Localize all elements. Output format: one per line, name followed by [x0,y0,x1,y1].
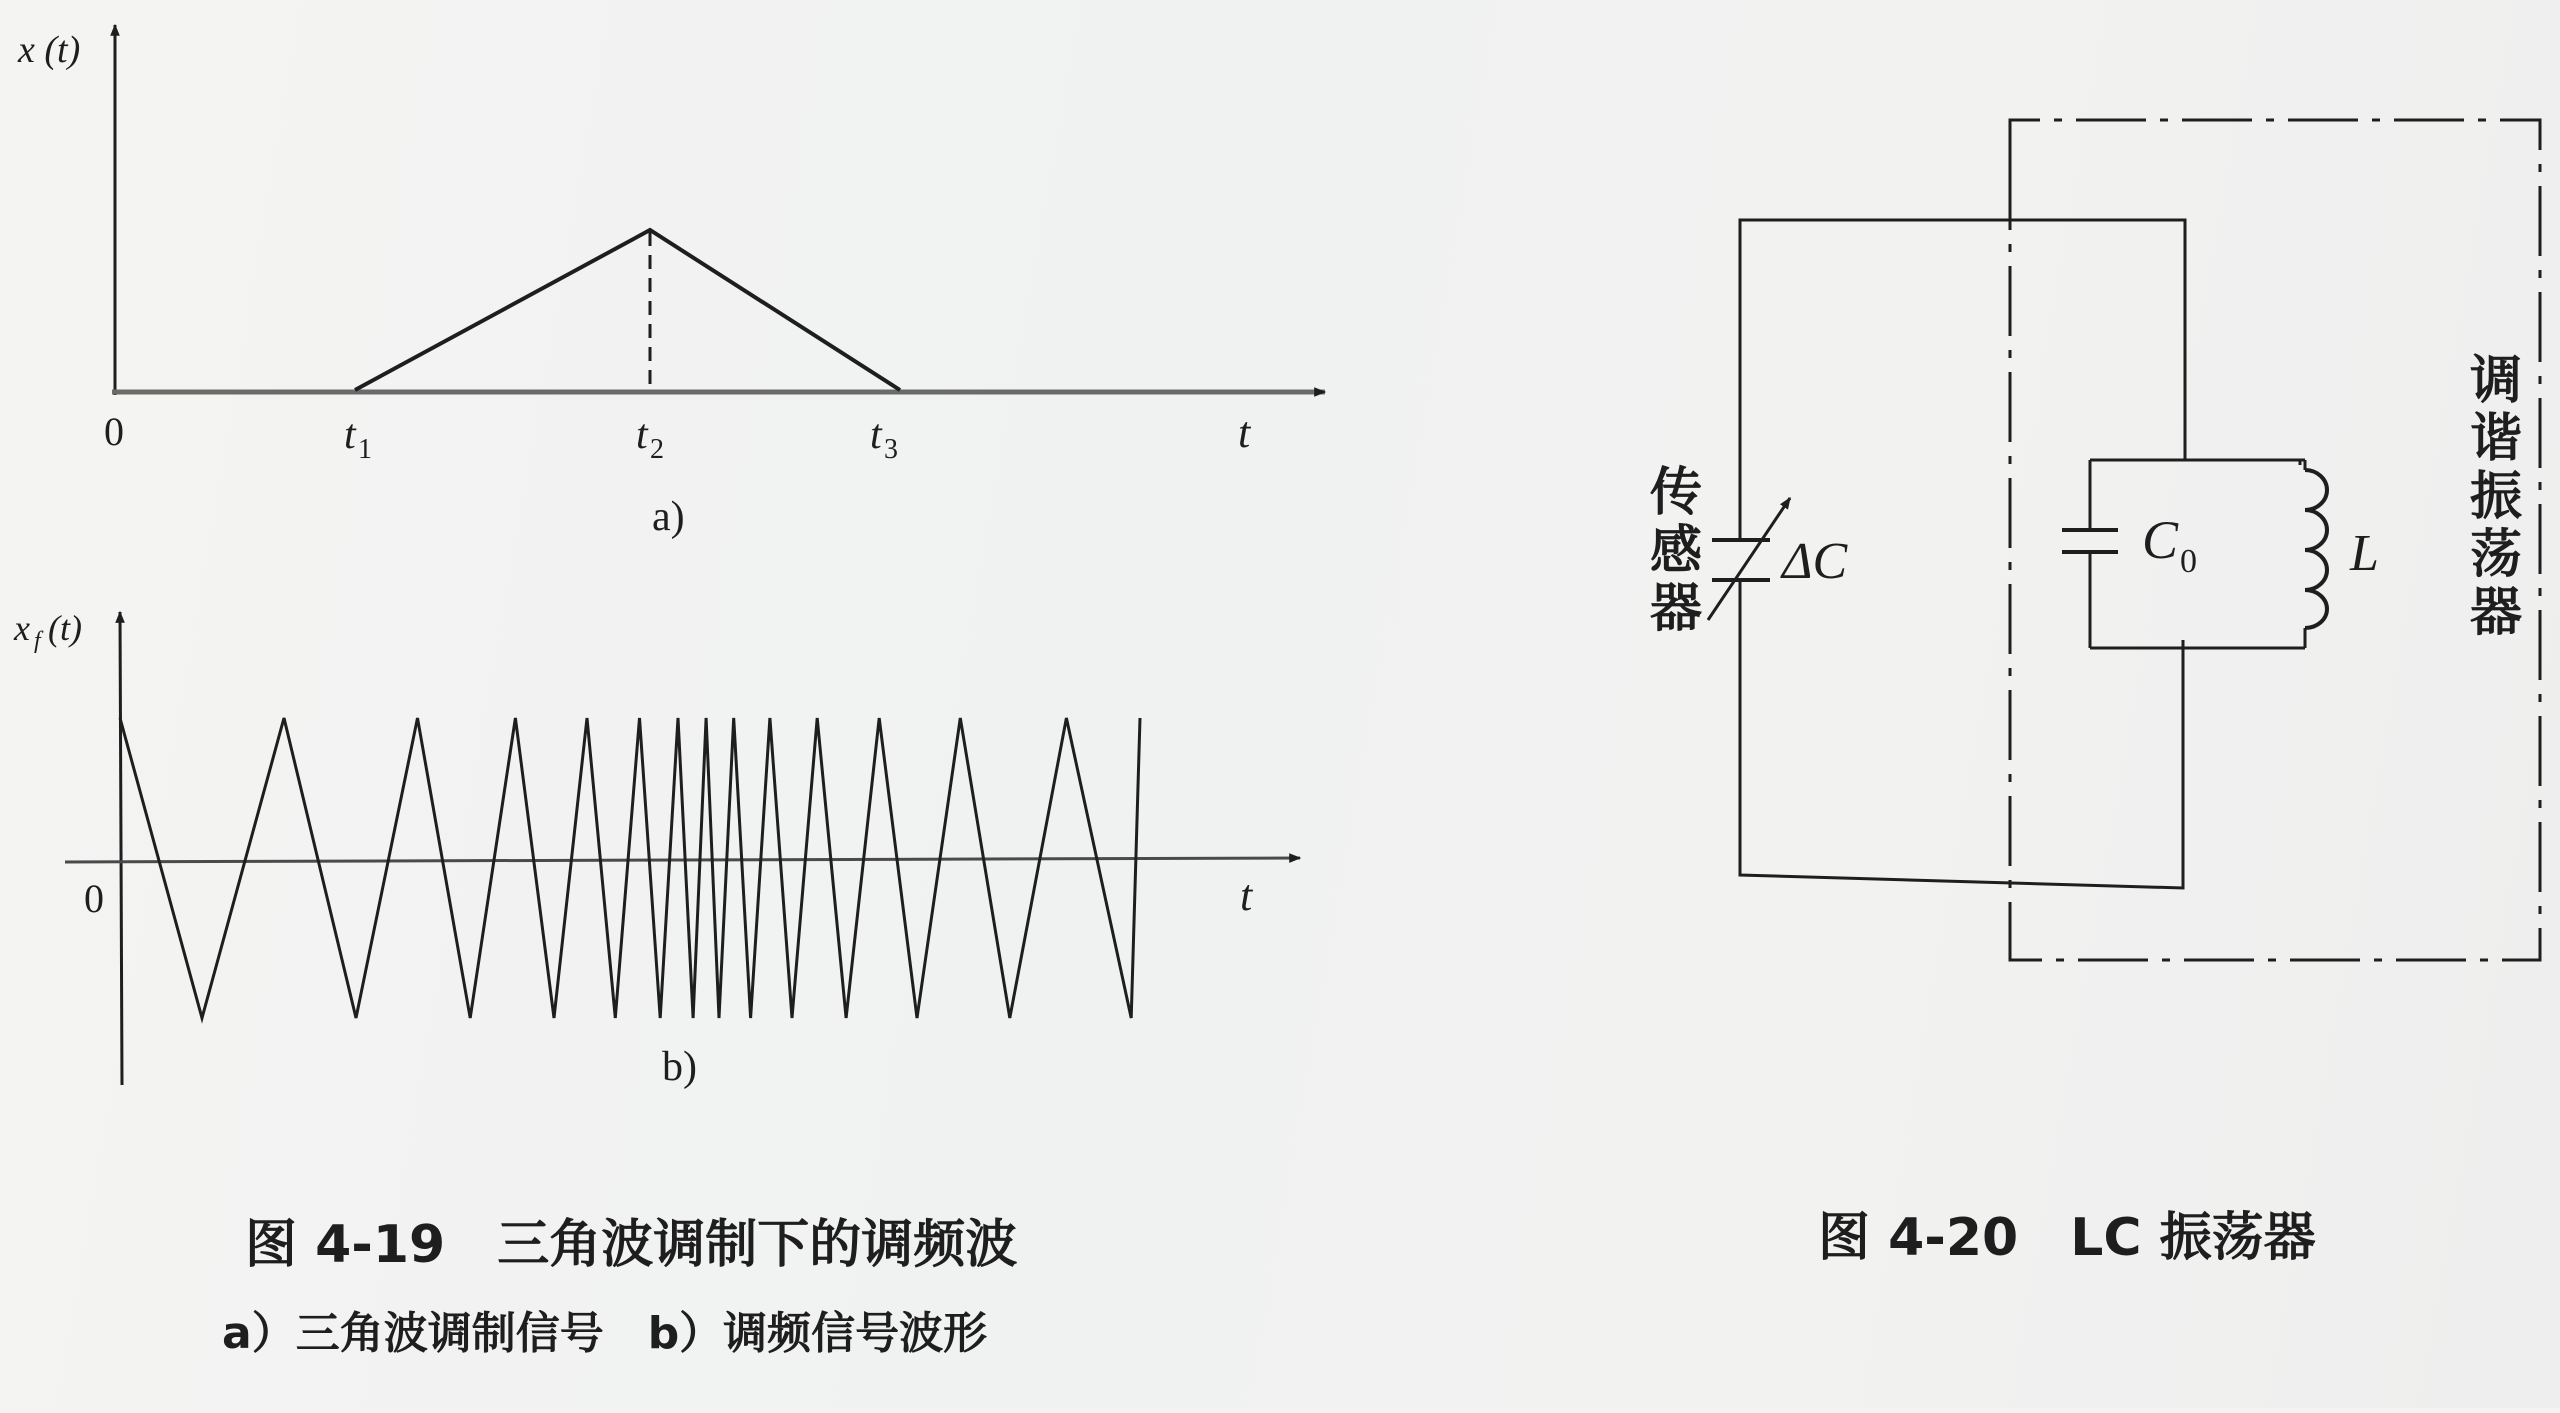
svg-text:f: f [34,628,41,654]
fig-b-x-axis-label: t [1240,871,1253,920]
circuit-main-loop-lower [1740,580,2183,888]
svg-text:t: t [344,412,356,458]
fig-b-y-axis-label [13,608,82,654]
fig-a-panel-label: a) [652,494,685,540]
svg-text:C: C [2142,510,2179,570]
c0-label [2142,510,2197,580]
fig-b-origin-label: 0 [84,876,104,921]
tuned-oscillator-frame [2010,120,2540,960]
svg-text:0: 0 [2180,543,2197,580]
variable-capacitor-arrow [1708,498,1790,620]
svg-text:荡: 荡 [2470,527,2523,584]
svg-text:振: 振 [2470,469,2523,526]
svg-text:谐: 谐 [2470,411,2523,468]
svg-text:感: 感 [1650,523,1703,580]
capacitor-c0 [2062,530,2118,552]
circuit-main-loop [1740,220,2185,540]
svg-text:x: x [14,608,30,648]
fig-a-x-axis-label: t [1238,408,1251,457]
svg-text:t: t [870,412,882,458]
inductor-l-coil [2305,470,2327,628]
svg-text:2: 2 [650,434,664,465]
svg-text:1: 1 [358,434,372,465]
fig-4-19a-triangle-signal [17,25,1325,540]
fig-a-origin-label: 0 [104,409,124,454]
fig-b-y-axis [120,612,122,1085]
fig-4-20-lc-oscillator [1650,120,2540,960]
delta-c-label: ΔC [1782,533,1848,590]
tuned-oscillator-label [2470,353,2522,642]
fig-a-t2-label [636,412,664,465]
fig-b-panel-label: b) [662,1044,697,1090]
sensor-variable-capacitor [1708,498,1790,620]
svg-text:3: 3 [884,434,898,465]
svg-text:t: t [636,412,648,458]
fig-b-x-axis [65,858,1300,862]
svg-text:器: 器 [2470,585,2523,642]
svg-text:传: 传 [1650,465,1703,522]
fig-a-t1-label [344,412,372,465]
fig-a-triangle-pulse [355,230,900,390]
svg-text:调: 调 [2470,353,2523,410]
inductor-label: L [2350,525,2379,582]
fig-4-19-caption-title: 图 4-19 三角波调制下的调频波 [245,1215,1018,1275]
fig-b-fm-signal-trace [120,718,1140,1018]
fig-4-19b-fm-waveform [13,608,1300,1090]
sensor-label [1650,464,1702,638]
fig-4-19-caption-subtitle: a）三角波调制信号 b）调频信号波形 [222,1308,988,1359]
fig-4-20-caption: 图 4-20 LC 振荡器 [1818,1208,2316,1268]
fig-a-y-axis-label: x (t) [18,29,81,71]
svg-text:器: 器 [1650,581,1703,638]
svg-text:(t): (t) [48,608,82,648]
fig-a-t3-label [870,412,898,465]
